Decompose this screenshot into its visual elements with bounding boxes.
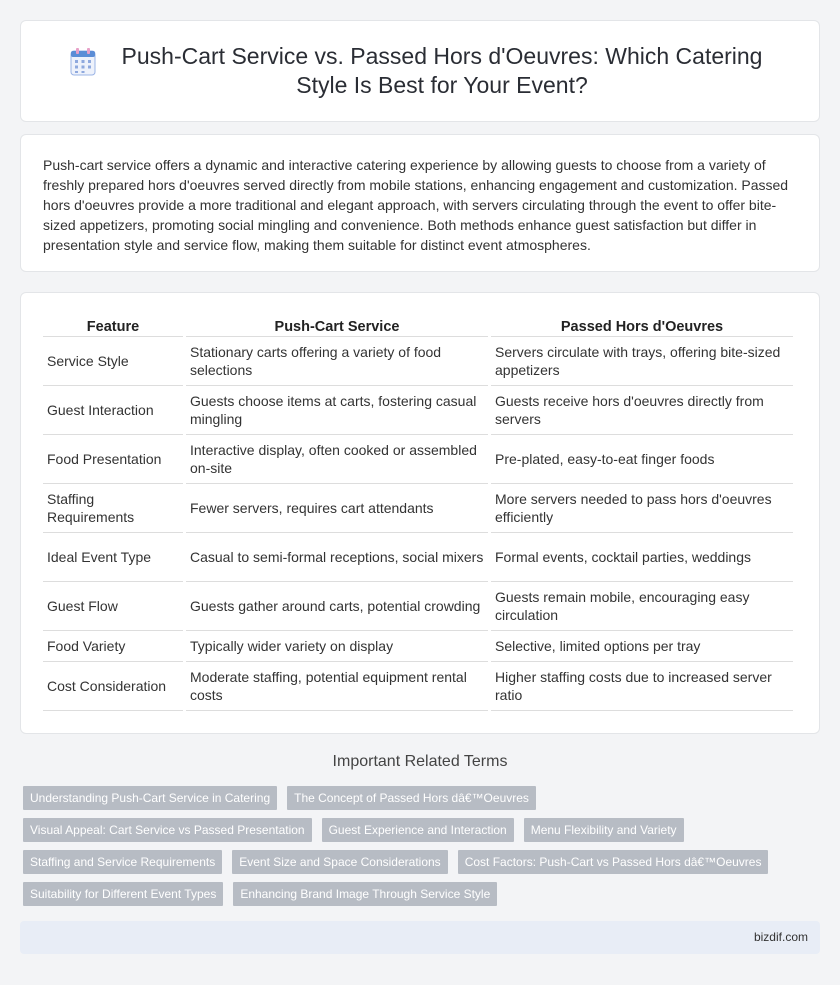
- footer-site-link[interactable]: bizdif.com: [753, 930, 808, 944]
- passed-cell: Guests remain mobile, encouraging easy circulation: [491, 582, 793, 631]
- push-cart-cell: Guests gather around carts, potential crowding: [186, 582, 488, 631]
- header-passed: Passed Hors d'Oeuvres: [491, 315, 793, 337]
- footer: [20, 921, 820, 954]
- header-push-cart: Push-Cart Service: [186, 315, 488, 337]
- related-terms-heading: Important Related Terms: [332, 753, 508, 770]
- comparison-table: [40, 315, 796, 711]
- passed-cell: Pre-plated, easy-to-eat finger foods: [491, 435, 793, 484]
- tag-row: [23, 786, 803, 810]
- push-cart-cell: Casual to semi-formal receptions, social mixers: [186, 533, 488, 582]
- calendar-icon: [70, 48, 96, 76]
- related-term-tag[interactable]: Suitability for Different Event Types: [23, 882, 223, 906]
- tag-row: [23, 882, 803, 906]
- related-term-tag[interactable]: Guest Experience and Interaction: [322, 818, 514, 842]
- related-term-tag[interactable]: Understanding Push-Cart Service in Catering: [23, 786, 277, 810]
- push-cart-cell: Typically wider variety on display: [186, 631, 488, 662]
- push-cart-cell: Guests choose items at carts, fostering casual mingling: [186, 386, 488, 435]
- feature-cell: Ideal Event Type: [43, 533, 183, 582]
- related-term-tag[interactable]: Event Size and Space Considerations: [232, 850, 447, 874]
- table-row: [43, 533, 793, 582]
- push-cart-cell: Fewer servers, requires cart attendants: [186, 484, 488, 533]
- tag-row: [23, 850, 803, 874]
- feature-cell: Service Style: [43, 337, 183, 386]
- table-row: [43, 582, 793, 631]
- table-header-row: [43, 315, 793, 337]
- feature-cell: Food Variety: [43, 631, 183, 662]
- passed-cell: Formal events, cocktail parties, weddings: [491, 533, 793, 582]
- passed-cell: Servers circulate with trays, offering bite-sized appetizers: [491, 337, 793, 386]
- feature-cell: Food Presentation: [43, 435, 183, 484]
- intro-paragraph: Push-cart service offers a dynamic and interactive catering experience by allowing guests to choose from a variety of freshly prepared hors d'oeuvres served directly from mobile stations, enhancing engagement and customization. Passed hors d'oeuvres provide a more traditional and elegant approach, with servers circulating through the event to offer bite-sized appetizers, promoting social mingling and convenience. Both methods enhance guest satisfaction but differ in presentation style and service flow, making them suitable for distinct event atmospheres.: [43, 157, 789, 253]
- intro-card: [20, 134, 820, 272]
- related-term-tag[interactable]: Visual Appeal: Cart Service vs Passed Presentation: [23, 818, 312, 842]
- related-term-tag[interactable]: Enhancing Brand Image Through Service Style: [233, 882, 497, 906]
- related-terms-tags: [23, 786, 803, 914]
- title-card: [20, 20, 820, 122]
- page-title: Push-Cart Service vs. Passed Hors d'Oeuvres: Which Catering Style Is Best for Your Event?: [121, 43, 763, 98]
- tag-row: [23, 818, 803, 842]
- passed-cell: Higher staffing costs due to increased server ratio: [491, 662, 793, 711]
- table-row: [43, 631, 793, 662]
- header-feature: Feature: [43, 315, 183, 337]
- table-row: [43, 435, 793, 484]
- passed-cell: Guests receive hors d'oeuvres directly from servers: [491, 386, 793, 435]
- table-row: [43, 386, 793, 435]
- feature-cell: Guest Interaction: [43, 386, 183, 435]
- passed-cell: More servers needed to pass hors d'oeuvres efficiently: [491, 484, 793, 533]
- related-term-tag[interactable]: Menu Flexibility and Variety: [524, 818, 684, 842]
- table-row: [43, 484, 793, 533]
- table-row: [43, 662, 793, 711]
- push-cart-cell: Moderate staffing, potential equipment rental costs: [186, 662, 488, 711]
- push-cart-cell: Stationary carts offering a variety of food selections: [186, 337, 488, 386]
- feature-cell: Cost Consideration: [43, 662, 183, 711]
- related-term-tag[interactable]: Staffing and Service Requirements: [23, 850, 222, 874]
- feature-cell: Guest Flow: [43, 582, 183, 631]
- feature-cell: Staffing Requirements: [43, 484, 183, 533]
- table-row: [43, 337, 793, 386]
- comparison-table-card: [20, 292, 820, 734]
- push-cart-cell: Interactive display, often cooked or assembled on-site: [186, 435, 488, 484]
- related-term-tag[interactable]: The Concept of Passed Hors dâ€™Oeuvres: [287, 786, 536, 810]
- passed-cell: Selective, limited options per tray: [491, 631, 793, 662]
- related-term-tag[interactable]: Cost Factors: Push-Cart vs Passed Hors dâ€™Oeuvres: [458, 850, 769, 874]
